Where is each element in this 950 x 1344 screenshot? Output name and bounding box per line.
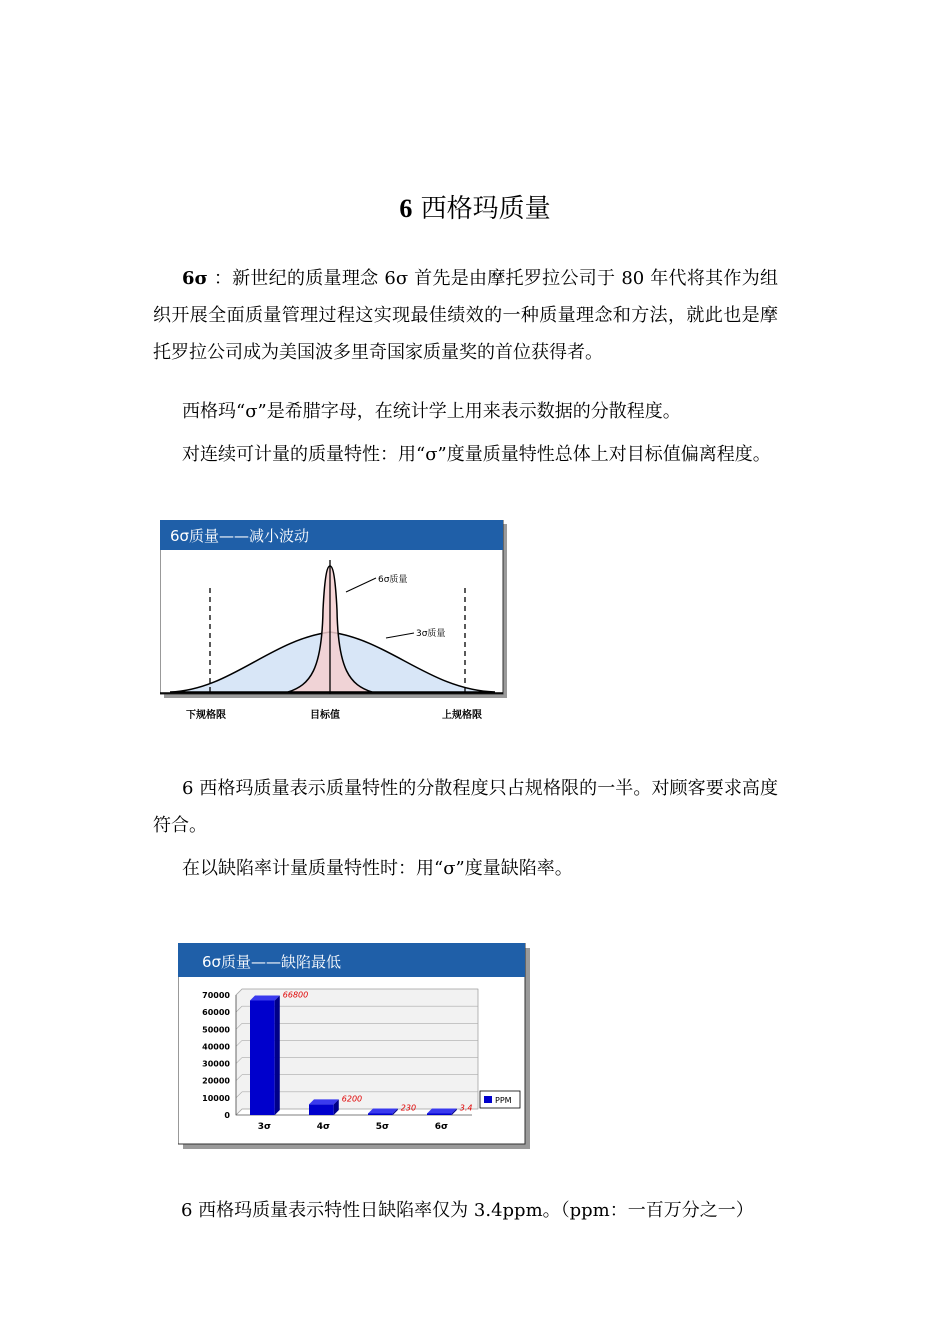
- normal-distribution-figure: [160, 520, 507, 698]
- bar-top: [309, 1099, 339, 1104]
- y-tick-label: 0: [224, 1111, 230, 1120]
- y-tick-label: 10000: [202, 1093, 230, 1103]
- y-tick-label: 70000: [202, 991, 230, 1000]
- figure1-axis-labels: [160, 706, 507, 726]
- label-3sigma: 3σ质量: [416, 629, 446, 639]
- bar-top: [368, 1109, 398, 1114]
- x-tick-label: 5σ: [375, 1122, 390, 1132]
- defect-bar-chart: [178, 943, 530, 1149]
- y-tick-label: 30000: [202, 1059, 230, 1069]
- bar: [250, 1000, 275, 1115]
- y-tick-label: 20000: [202, 1076, 230, 1086]
- legend-label: PPM: [495, 1096, 512, 1105]
- defect-rate-paragraph: 在以缺陷率计量质量特性时：用“σ”度量缺陷率。: [182, 858, 573, 879]
- continuous-characteristic: 对连续可计量的质量特性：用“σ”度量质量特性总体上对目标值偏离程度。: [182, 444, 771, 465]
- intro-paragraph: 6σ ：新世纪的质量理念 6σ 首先是由摩托罗拉公司于 80 年代将其作为组织开展全面质量管理过程这实现最佳绩效的一种质量理念和方法，就此也是摩托罗拉公司成为美国波多里奇国家质量奖的首位获得者。: [153, 268, 778, 363]
- x-tick-label: 3σ: [257, 1122, 272, 1132]
- data-label: 6200: [341, 1094, 363, 1104]
- figure2-title: 6σ质量——缺陷最低: [202, 953, 342, 971]
- bar: [309, 1104, 334, 1115]
- bar-top: [250, 995, 280, 1000]
- x-tick-label: 4σ: [316, 1122, 331, 1132]
- y-tick-label: 60000: [202, 1008, 230, 1018]
- legend: [480, 1091, 520, 1108]
- label-6sigma: 6σ质量: [378, 575, 408, 585]
- six-sigma-spread-paragraph: 6 西格玛质量表示质量特性的分散程度只占规格限的一半。对顾客要求高度符合。: [153, 778, 778, 836]
- bar-top: [427, 1109, 457, 1114]
- data-label: 230: [400, 1103, 417, 1113]
- target-label: 目标值: [310, 710, 340, 721]
- data-label: 66800: [282, 990, 309, 1000]
- figure1-title: 6σ质量——减小波动: [170, 527, 310, 545]
- upper-limit-label: 上规格限: [442, 710, 482, 721]
- ppm-caption: 6 西格玛质量表示特性日缺陷率仅为 3.4ppm。（ppm：一百万分之一）: [181, 1200, 754, 1221]
- sigma-definition: 西格玛“σ”是希腊字母，在统计学上用来表示数据的分散程度。: [182, 401, 681, 422]
- legend-swatch: [484, 1096, 492, 1103]
- lower-limit-label: 下规格限: [186, 710, 226, 721]
- bar: [368, 1114, 393, 1116]
- x-tick-label: 6σ: [434, 1122, 449, 1132]
- bar-side: [275, 995, 280, 1115]
- bar: [427, 1114, 452, 1116]
- y-tick-label: 40000: [202, 1042, 230, 1052]
- page-title: 6 西格玛质量: [399, 194, 551, 224]
- y-tick-label: 50000: [202, 1025, 230, 1035]
- data-label: 3.4: [459, 1103, 473, 1113]
